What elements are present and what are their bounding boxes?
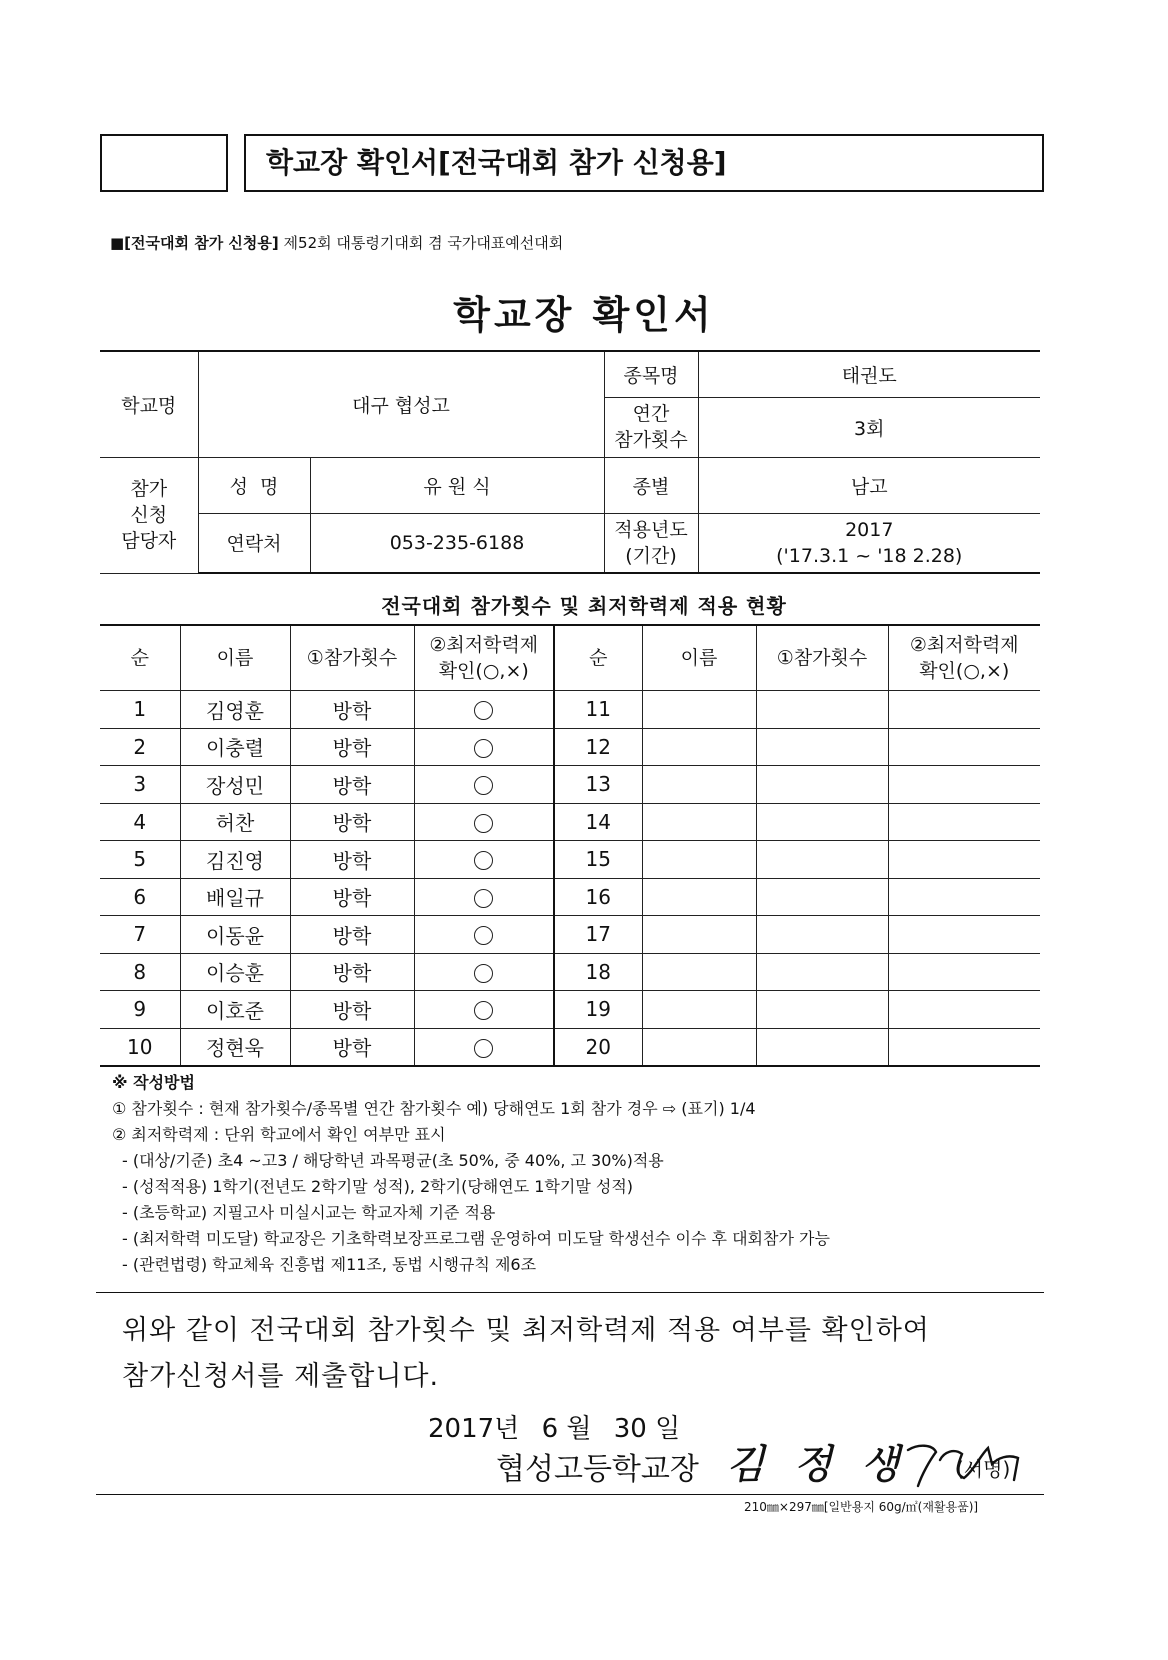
row-name-2 — [642, 803, 756, 841]
row-check — [414, 841, 554, 879]
row-name-2 — [642, 878, 756, 916]
row-name-2 — [642, 691, 756, 729]
guide-line-6: - (최저학력 미도달) 학교장은 기초학력보장프로그램 운영하여 미도달 학생선수 이수 후 대회참가 가능 — [122, 1229, 830, 1248]
row-no-2: 14 — [554, 803, 642, 841]
row-name: 배일규 — [180, 878, 290, 916]
row-count-2 — [756, 728, 888, 766]
submission-date — [428, 1408, 694, 1445]
table-row — [100, 766, 1040, 804]
annual-label — [604, 397, 698, 457]
row-name-2 — [642, 728, 756, 766]
contact-label: 연락처 — [198, 513, 310, 573]
row-no-2: 19 — [554, 991, 642, 1029]
row-count-2 — [756, 691, 888, 729]
guide-line-4: - (성적적용) 1학기(전년도 2학기말 성적), 2학기(당해연도 1학기말 성적) — [122, 1177, 634, 1196]
row-check — [414, 766, 554, 804]
header-check-2col — [888, 625, 1040, 691]
statement — [122, 1308, 930, 1400]
name-value: 유 원 식 — [310, 457, 604, 513]
row-no: 1 — [100, 691, 180, 729]
year-label-2: (기간) — [625, 544, 677, 567]
annual-label-1: 연간 — [632, 403, 670, 425]
row-name-2 — [642, 841, 756, 879]
row-count: 방학 — [290, 1028, 414, 1066]
form-subtitle — [110, 232, 563, 253]
row-name: 이동윤 — [180, 916, 290, 954]
row-no: 2 — [100, 728, 180, 766]
date-month: 6 월 — [541, 1414, 592, 1444]
row-check-2 — [888, 916, 1040, 954]
row-count-2 — [756, 803, 888, 841]
date-day: 30 일 — [613, 1414, 681, 1444]
contact-value: 053-235-6188 — [310, 513, 604, 573]
year-value — [698, 513, 1040, 573]
row-name: 김영훈 — [180, 691, 290, 729]
row-no-2: 15 — [554, 841, 642, 879]
status-caption: 전국대회 참가횟수 및 최저학력제 적용 현황 — [381, 594, 787, 618]
applicant-label-1: 참가 — [130, 478, 168, 500]
row-count: 방학 — [290, 991, 414, 1029]
row-no: 5 — [100, 841, 180, 879]
divider-top — [96, 1292, 1044, 1293]
year-label — [604, 513, 698, 573]
table-row — [100, 953, 1040, 991]
school-label: 학교명 — [100, 351, 198, 457]
row-count: 방학 — [290, 691, 414, 729]
row-check-2 — [888, 841, 1040, 879]
check-circle-icon — [474, 739, 493, 758]
applicant-label — [100, 457, 198, 573]
row-count: 방학 — [290, 841, 414, 879]
guide-title: ※ 작성방법 — [112, 1073, 195, 1092]
check-circle-icon — [474, 926, 493, 945]
row-no-2: 13 — [554, 766, 642, 804]
guide-line-7: - (관련법령) 학교체육 진흥법 제11조, 동법 시행규칙 제6조 — [122, 1255, 537, 1274]
row-count-2 — [756, 878, 888, 916]
info-table — [100, 350, 1040, 574]
guide-line-2: ② 최저학력제 : 단위 학교에서 확인 여부만 표시 — [112, 1125, 446, 1144]
divider-bottom — [96, 1494, 1044, 1495]
gender-value: 남고 — [698, 457, 1040, 513]
school-value: 대구 협성고 — [198, 351, 604, 457]
row-name: 김진영 — [180, 841, 290, 879]
header-count-2: ①참가횟수 — [756, 625, 888, 691]
row-no: 7 — [100, 916, 180, 954]
writing-guide — [112, 1070, 830, 1278]
date-year: 2017년 — [428, 1414, 520, 1444]
row-check — [414, 1028, 554, 1066]
table-row — [100, 803, 1040, 841]
event-name: 제52회 대통령기대회 겸 국가대표예선대회 — [283, 234, 564, 252]
row-name: 허찬 — [180, 803, 290, 841]
row-no: 9 — [100, 991, 180, 1029]
row-name: 이승훈 — [180, 953, 290, 991]
gender-label: 종별 — [604, 457, 698, 513]
participants-table — [100, 624, 1040, 1067]
row-count-2 — [756, 841, 888, 879]
year-value-1: 2017 — [845, 518, 894, 541]
check-circle-icon — [474, 701, 493, 720]
row-no-2: 18 — [554, 953, 642, 991]
header-check — [414, 625, 554, 691]
row-name: 이호준 — [180, 991, 290, 1029]
row-check — [414, 991, 554, 1029]
guide-line-1: ① 참가횟수 : 현재 참가횟수/종목별 연간 참가횟수 예) 당해연도 1회 참가 경우 ⇨ (표기) 1/4 — [112, 1099, 756, 1118]
row-count-2 — [756, 991, 888, 1029]
check-circle-icon — [474, 851, 493, 870]
row-check — [414, 953, 554, 991]
header-name-2: 이름 — [642, 625, 756, 691]
table-row — [100, 916, 1040, 954]
table-row — [100, 1028, 1040, 1066]
annual-value: 3회 — [698, 397, 1040, 457]
handwritten-signature — [718, 1430, 1048, 1494]
row-no-2: 16 — [554, 878, 642, 916]
header-no: 순 — [100, 625, 180, 691]
row-check — [414, 878, 554, 916]
row-no-2: 17 — [554, 916, 642, 954]
row-count: 방학 — [290, 878, 414, 916]
check-circle-icon — [474, 776, 493, 795]
row-name-2 — [642, 916, 756, 954]
year-value-2: ('17.3.1 ~ '18 2.28) — [776, 544, 963, 567]
sport-value: 태권도 — [698, 351, 1040, 397]
signature-name: 김 정 생 — [726, 1442, 908, 1488]
row-check-2 — [888, 766, 1040, 804]
name-label: 성 명 — [198, 457, 310, 513]
row-check — [414, 803, 554, 841]
row-check — [414, 728, 554, 766]
row-count-2 — [756, 766, 888, 804]
row-count: 방학 — [290, 803, 414, 841]
table-row — [100, 841, 1040, 879]
row-check-2 — [888, 728, 1040, 766]
guide-line-5: - (초등학교) 지필고사 미실시교는 학교자체 기준 적용 — [122, 1203, 496, 1222]
row-check-2 — [888, 953, 1040, 991]
row-count-2 — [756, 916, 888, 954]
paper-spec: 210㎜×297㎜[일반용지 60g/㎡(재활용품)] — [744, 1500, 979, 1514]
row-check — [414, 916, 554, 954]
check-circle-icon — [474, 814, 493, 833]
table-row — [100, 878, 1040, 916]
row-name-2 — [642, 766, 756, 804]
row-check-2 — [888, 878, 1040, 916]
applicant-label-3: 담당자 — [121, 530, 177, 552]
applicant-label-2: 신청 — [130, 504, 168, 526]
table-row — [100, 691, 1040, 729]
row-name: 정현욱 — [180, 1028, 290, 1066]
row-check-2 — [888, 1028, 1040, 1066]
row-name-2 — [642, 1028, 756, 1066]
check-circle-icon — [474, 1001, 493, 1020]
row-check — [414, 691, 554, 729]
row-name: 장성민 — [180, 766, 290, 804]
statement-line-1: 위와 같이 전국대회 참가횟수 및 최저학력제 적용 여부를 확인하여 — [122, 1315, 930, 1346]
row-no-2: 20 — [554, 1028, 642, 1066]
row-name-2 — [642, 991, 756, 1029]
row-no: 8 — [100, 953, 180, 991]
row-count: 방학 — [290, 916, 414, 954]
header-check-2col-2: 확인(○,×) — [919, 660, 1010, 682]
form-tag: ■[전국대회 참가 신청용] — [110, 234, 279, 252]
row-count-2 — [756, 953, 888, 991]
header-count: ①참가횟수 — [290, 625, 414, 691]
sport-label: 종목명 — [604, 351, 698, 397]
annual-label-2: 참가횟수 — [614, 429, 688, 451]
header-check-1: ②최저학력제 — [429, 634, 539, 656]
row-no: 6 — [100, 878, 180, 916]
check-circle-icon — [474, 964, 493, 983]
statement-line-2: 참가신청서를 제출합니다. — [122, 1361, 440, 1392]
row-no-2: 11 — [554, 691, 642, 729]
principal-title: 협성고등학교장 — [496, 1452, 699, 1487]
row-no: 10 — [100, 1028, 180, 1066]
sign-mark: (서명) — [956, 1457, 1011, 1481]
row-check-2 — [888, 991, 1040, 1029]
year-label-1: 적용년도 — [614, 518, 688, 541]
guide-line-3: - (대상/기준) 초4 ~고3 / 해당학년 과목평균(초 50%, 중 40%, 고 30%)적용 — [122, 1151, 664, 1170]
check-circle-icon — [474, 889, 493, 908]
row-no: 4 — [100, 803, 180, 841]
header-title: 학교장 확인서[전국대회 참가 신청용] — [244, 134, 1044, 192]
row-check-2 — [888, 803, 1040, 841]
document-title: 학교장 확인서 — [453, 293, 715, 337]
header-check-2col-1: ②최저학력제 — [909, 634, 1019, 656]
row-count-2 — [756, 1028, 888, 1066]
row-no-2: 12 — [554, 728, 642, 766]
row-count: 방학 — [290, 953, 414, 991]
row-count: 방학 — [290, 766, 414, 804]
row-check-2 — [888, 691, 1040, 729]
row-name: 이충렬 — [180, 728, 290, 766]
table-row — [100, 991, 1040, 1029]
header-name: 이름 — [180, 625, 290, 691]
row-name-2 — [642, 953, 756, 991]
header-empty-box — [100, 134, 228, 192]
header-check-2: 확인(○,×) — [438, 660, 529, 682]
check-circle-icon — [474, 1039, 493, 1058]
row-count: 방학 — [290, 728, 414, 766]
participants-body — [100, 691, 1040, 1067]
row-no: 3 — [100, 766, 180, 804]
header-no-2: 순 — [554, 625, 642, 691]
table-row — [100, 728, 1040, 766]
